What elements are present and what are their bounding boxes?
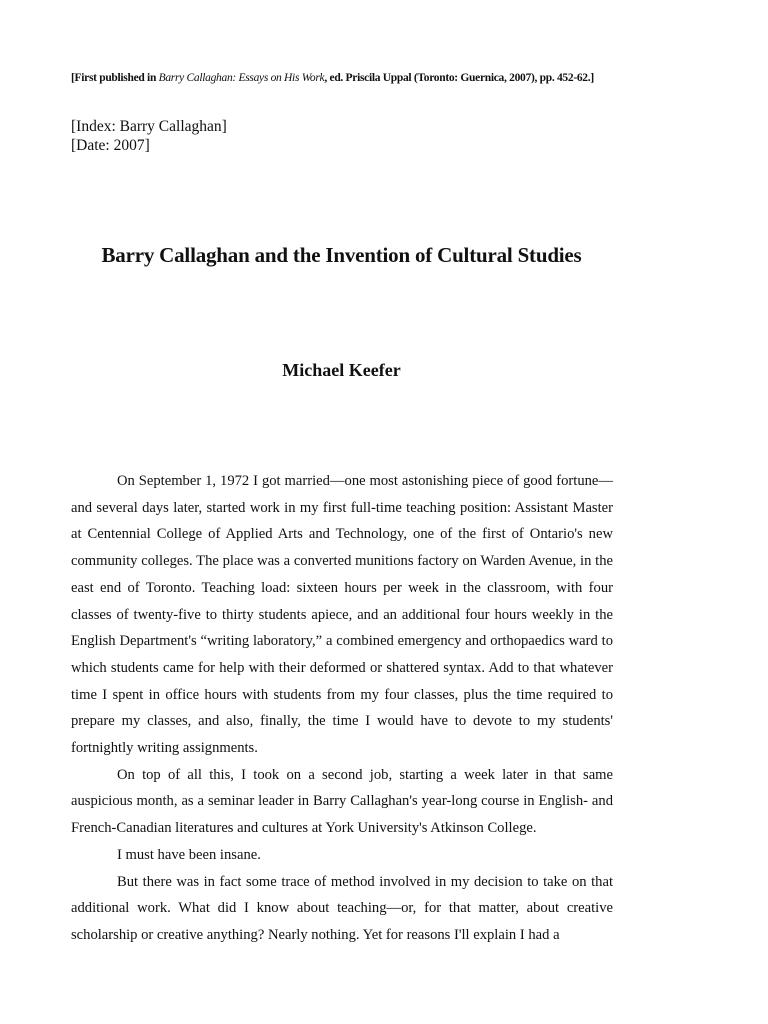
body-paragraph: But there was in fact some trace of method involved in my decision to take on that additional work. What did I know about teaching—or, for that matter, about creative scholarship or creative anything? Nearly nothing. Yet for reasons I'll explain I had a [71,873,613,943]
publication-prefix: [First published in [71,72,159,84]
index-line: [Index: Barry Callaghan] [71,118,227,135]
body-paragraph: On top of all this, I took on a second job, starting a week later in that same auspicious month, as a seminar leader in Barry Callaghan's year-long course in English- and French-Canadian literatures and cultures at York University's Atkinson College. [71,766,613,837]
body-paragraph: I must have been insane. [117,846,261,863]
body-paragraph: On September 1, 1972 I got married—one most astonishing piece of good fortune—and several days later, started work in my first full-time teaching position: Assistant Master at Centennial College of Applied Arts and Technology, one of the first of Ontario's new community colleges. The place was a converted munitions factory on Warden Avenue, in the east end of Toronto. Teaching load: sixteen hours per week in the classroom, with four classes of twenty-five to thirty students apiece, and an additional four hours weekly in the English Department's “writing laboratory,” a combined emergency and orthopaedics ward to which students came for help with their deformed or shattered syntax. Add to that whatever time I spent in office hours with students from my four classes, plus the time required to prepare my classes, and also, finally, the time I would have to devote to my students' fortnightly writing assignments. [71,473,613,757]
date-line: [Date: 2007] [71,137,150,154]
essay-title: Barry Callaghan and the Invention of Cultural Studies [101,243,582,267]
publication-suffix: , ed. Priscila Uppal (Toronto: Guernica, 2007), pp. 452-62.] [324,72,594,84]
essay-author: Michael Keefer [282,360,401,380]
publication-note [71,71,616,86]
document-meta [71,117,227,155]
publication-book-title: Barry Callaghan: Essays on His Work [158,72,325,84]
essay-body [71,468,613,949]
